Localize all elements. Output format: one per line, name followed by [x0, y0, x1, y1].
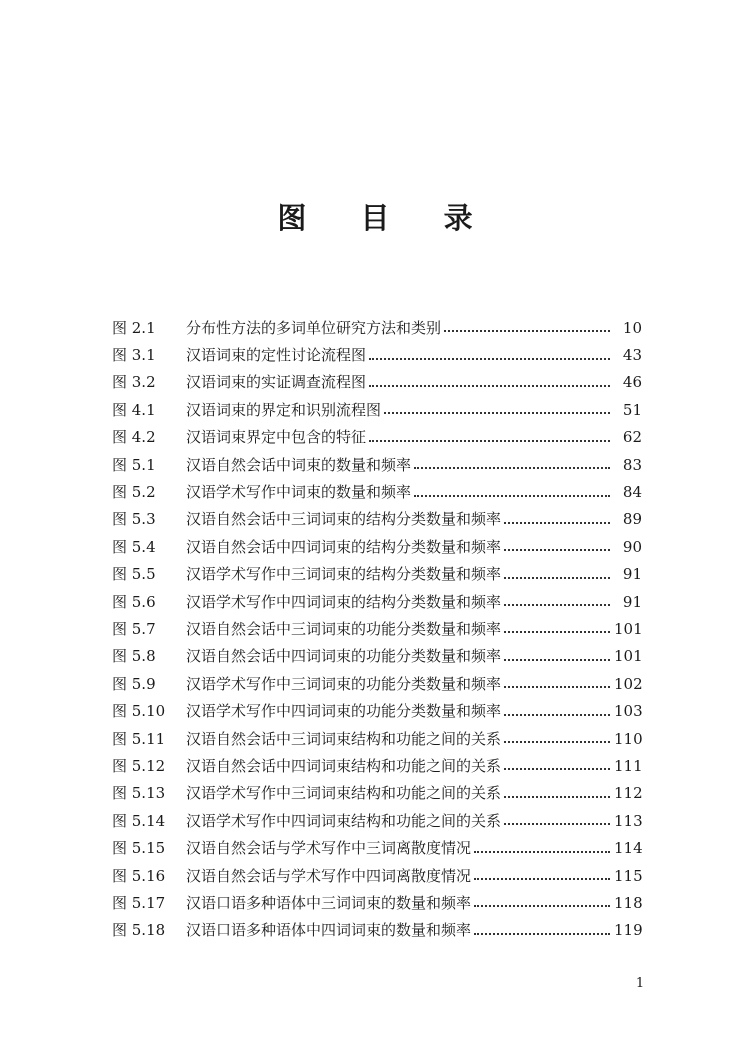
dot-leader	[504, 685, 610, 688]
figure-number: 图 5.2	[112, 483, 156, 502]
entry-page-number: 118	[614, 893, 643, 912]
entry-page-number: 110	[614, 729, 643, 748]
figure-title: 汉语自然会话中三词词束的功能分类数量和频率	[186, 619, 502, 638]
entry-page-number: 101	[614, 619, 643, 638]
toc-entry[interactable]	[112, 697, 642, 724]
dot-leader	[504, 795, 610, 798]
entry-title-wrap	[186, 702, 614, 720]
toc-entry[interactable]	[112, 561, 642, 588]
entry-title-wrap	[186, 757, 614, 775]
dot-leader	[504, 521, 610, 524]
toc-entry[interactable]	[112, 478, 642, 505]
figure-number: 图 4.1	[112, 400, 156, 419]
figure-number: 图 5.4	[112, 537, 156, 556]
toc-entry[interactable]	[112, 725, 642, 752]
entry-page-number: 112	[614, 784, 643, 803]
entry-title-wrap	[186, 894, 614, 912]
figure-number: 图 5.14	[112, 811, 166, 830]
toc-entry[interactable]	[112, 889, 642, 916]
figure-title: 汉语学术写作中三词词束结构和功能之间的关系	[186, 784, 502, 803]
figure-title: 汉语词束的界定和识别流程图	[186, 400, 382, 419]
entry-title-wrap	[186, 647, 614, 665]
toc-entry[interactable]	[112, 314, 642, 341]
toc-entry[interactable]	[112, 834, 642, 861]
entry-title-wrap	[186, 538, 614, 556]
page-title: 图 目 录	[277, 201, 495, 235]
entry-page-number: 114	[614, 839, 643, 858]
entry-title-wrap	[186, 565, 614, 583]
figure-title: 汉语口语多种语体中四词词束的数量和频率	[186, 921, 472, 940]
entry-page-number: 89	[622, 510, 642, 529]
entry-page-number: 113	[614, 811, 643, 830]
figure-number: 图 5.16	[112, 866, 166, 885]
toc-entry[interactable]	[112, 917, 642, 944]
toc-entry[interactable]	[112, 424, 642, 451]
figure-number: 图 5.9	[112, 674, 156, 693]
figure-number: 图 5.13	[112, 784, 166, 803]
toc-entry[interactable]	[112, 396, 642, 423]
figure-title: 汉语自然会话中词束的数量和频率	[186, 455, 412, 474]
entry-page-number: 43	[622, 346, 642, 365]
dot-leader	[504, 658, 610, 661]
figure-number: 图 3.2	[112, 373, 156, 392]
figure-number: 图 5.8	[112, 647, 156, 666]
toc-entry[interactable]	[112, 752, 642, 779]
entry-page-number: 51	[622, 400, 642, 419]
entry-title-wrap	[186, 620, 614, 638]
toc-entry[interactable]	[112, 643, 642, 670]
entry-page-number: 84	[622, 483, 642, 502]
dot-leader	[504, 740, 610, 743]
figure-number: 图 5.7	[112, 619, 156, 638]
entry-title-wrap	[186, 867, 614, 885]
figure-number: 图 5.3	[112, 510, 156, 529]
entry-title-wrap	[186, 483, 614, 501]
dot-leader	[504, 576, 610, 579]
toc-entry[interactable]	[112, 862, 642, 889]
entry-title-wrap	[186, 593, 614, 611]
entry-title-wrap	[186, 812, 614, 830]
figure-title: 汉语词束的实证调查流程图	[186, 373, 367, 392]
page-number: 1	[635, 976, 645, 991]
figure-number: 图 5.18	[112, 921, 166, 940]
toc-entry[interactable]	[112, 615, 642, 642]
dot-leader	[504, 630, 610, 633]
entry-page-number: 119	[614, 921, 643, 940]
entry-title-wrap	[186, 373, 614, 391]
figure-title: 汉语学术写作中四词词束的功能分类数量和频率	[186, 702, 502, 721]
dot-leader	[474, 850, 610, 853]
dot-leader	[474, 877, 610, 880]
entry-title-wrap	[186, 456, 614, 474]
figure-title: 汉语学术写作中四词词束结构和功能之间的关系	[186, 811, 502, 830]
entry-page-number: 111	[614, 756, 643, 775]
figure-list	[112, 314, 642, 944]
toc-entry[interactable]	[112, 341, 642, 368]
toc-entry[interactable]	[112, 451, 642, 478]
figure-title: 汉语学术写作中三词词束的结构分类数量和频率	[186, 565, 502, 584]
figure-number: 图 2.1	[112, 318, 156, 337]
dot-leader	[474, 932, 610, 935]
entry-title-wrap	[186, 730, 614, 748]
toc-entry[interactable]	[112, 807, 642, 834]
entry-title-wrap	[186, 921, 614, 939]
figure-title: 汉语自然会话与学术写作中三词离散度情况	[186, 839, 472, 858]
dot-leader	[474, 904, 610, 907]
figure-title: 汉语自然会话中四词词束结构和功能之间的关系	[186, 756, 502, 775]
entry-title-wrap	[186, 510, 614, 528]
figure-number: 图 4.2	[112, 428, 156, 447]
entry-page-number: 115	[614, 866, 643, 885]
figure-number: 图 5.15	[112, 839, 166, 858]
entry-page-number: 46	[622, 373, 642, 392]
entry-page-number: 90	[622, 537, 642, 556]
figure-number: 图 5.5	[112, 565, 156, 584]
figure-title: 汉语词束界定中包含的特征	[186, 428, 367, 447]
figure-title: 汉语自然会话与学术写作中四词离散度情况	[186, 866, 472, 885]
figure-title: 分布性方法的多词单位研究方法和类别	[186, 318, 442, 337]
figure-title: 汉语学术写作中词束的数量和频率	[186, 483, 412, 502]
dot-leader	[369, 357, 610, 360]
entry-title-wrap	[186, 428, 614, 446]
entry-page-number: 91	[622, 565, 642, 584]
dot-leader	[504, 603, 610, 606]
figure-number: 图 5.17	[112, 893, 166, 912]
toc-entry[interactable]	[112, 506, 642, 533]
dot-leader	[414, 494, 610, 497]
entry-title-wrap	[186, 346, 614, 364]
toc-entry[interactable]	[112, 670, 642, 697]
entry-page-number: 103	[614, 702, 643, 721]
figure-title: 汉语自然会话中四词词束的结构分类数量和频率	[186, 537, 502, 556]
entry-page-number: 101	[614, 647, 643, 666]
figure-number: 图 5.1	[112, 455, 156, 474]
toc-entry[interactable]	[112, 369, 642, 396]
figure-number: 图 3.1	[112, 346, 156, 365]
dot-leader	[384, 411, 610, 414]
toc-entry[interactable]	[112, 588, 642, 615]
figure-number: 图 5.6	[112, 592, 156, 611]
dot-leader	[504, 822, 610, 825]
dot-leader	[504, 767, 610, 770]
figure-title: 汉语自然会话中三词词束结构和功能之间的关系	[186, 729, 502, 748]
entry-title-wrap	[186, 784, 614, 802]
dot-leader	[369, 439, 610, 442]
toc-entry[interactable]	[112, 533, 642, 560]
entry-page-number: 102	[614, 674, 643, 693]
dot-leader	[369, 384, 610, 387]
dot-leader	[504, 548, 610, 551]
entry-page-number: 62	[622, 428, 642, 447]
dot-leader	[504, 713, 610, 716]
figure-title: 汉语词束的定性讨论流程图	[186, 346, 367, 365]
toc-entry[interactable]	[112, 780, 642, 807]
figure-title: 汉语自然会话中三词词束的结构分类数量和频率	[186, 510, 502, 529]
entry-page-number: 10	[622, 318, 642, 337]
figure-title: 汉语口语多种语体中三词词束的数量和频率	[186, 893, 472, 912]
entry-page-number: 91	[622, 592, 642, 611]
entry-title-wrap	[186, 839, 614, 857]
dot-leader	[414, 466, 610, 469]
entry-title-wrap	[186, 319, 614, 337]
entry-title-wrap	[186, 675, 614, 693]
figure-title: 汉语学术写作中三词词束的功能分类数量和频率	[186, 674, 502, 693]
figure-title: 汉语学术写作中四词词束的结构分类数量和频率	[186, 592, 502, 611]
entry-page-number: 83	[622, 455, 642, 474]
entry-title-wrap	[186, 401, 614, 419]
figure-number: 图 5.12	[112, 756, 166, 775]
figure-number: 图 5.10	[112, 702, 166, 721]
figure-number: 图 5.11	[112, 729, 166, 748]
dot-leader	[444, 329, 610, 332]
figure-title: 汉语自然会话中四词词束的功能分类数量和频率	[186, 647, 502, 666]
